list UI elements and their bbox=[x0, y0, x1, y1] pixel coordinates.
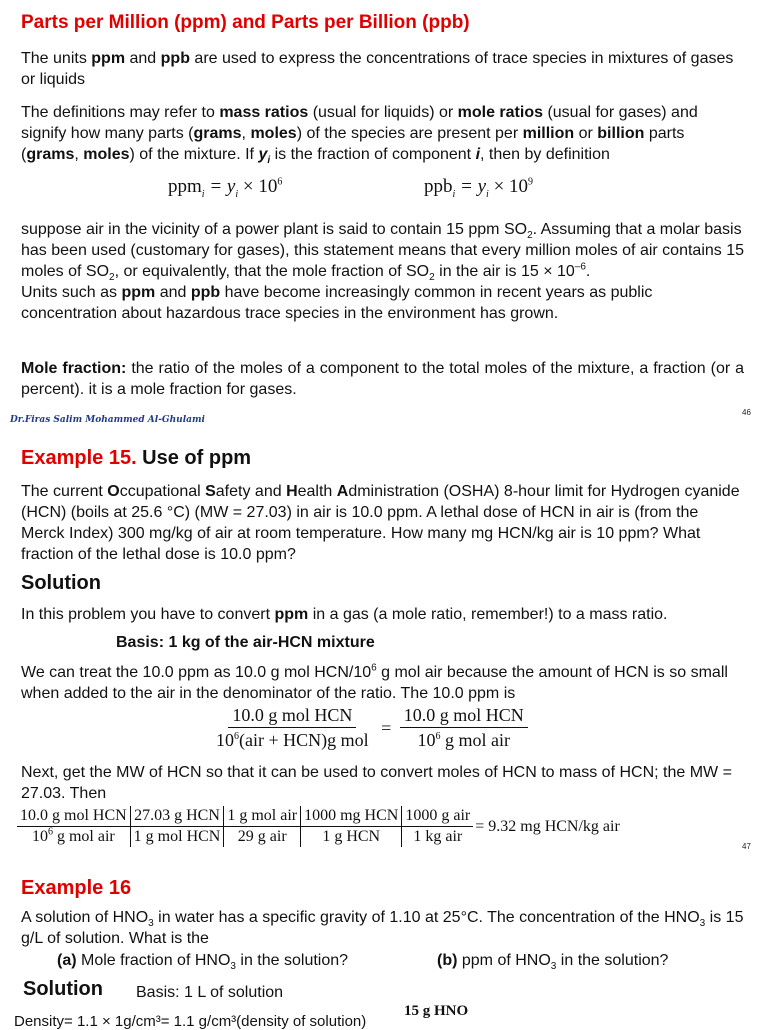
so2-paragraph bbox=[21, 219, 744, 282]
slide1-title: Parts per Million (ppm) and Parts per Billion (ppb) bbox=[21, 12, 470, 33]
bold-letter: S bbox=[205, 483, 216, 500]
slide2-solution-intro bbox=[21, 604, 744, 625]
question-label: (a) bbox=[57, 952, 77, 969]
text: in the solution? bbox=[235, 952, 349, 969]
ppm-equation bbox=[212, 705, 528, 751]
next-paragraph: Next, get the MW of HCN so that it can be used to convert moles of HCN to mass of HCN; the MW = 27.03. Then bbox=[21, 764, 732, 802]
term-ppm: ppm bbox=[121, 284, 156, 301]
slide3-basis bbox=[136, 982, 283, 1003]
question-b bbox=[437, 950, 668, 971]
text: in a gas (a mole ratio, remember!) to a mass ratio. bbox=[308, 606, 668, 623]
text: In this problem you have to convert bbox=[21, 606, 275, 623]
text: ealth bbox=[297, 483, 337, 500]
conv-cell: 10.0 g mol HCN bbox=[17, 806, 130, 827]
conv-cell: 1 g mol air bbox=[224, 806, 301, 827]
term-moles: moles bbox=[83, 146, 130, 163]
text: . bbox=[585, 263, 591, 280]
slide1-title-block bbox=[21, 12, 744, 34]
basis-text: Basis: 1 L of solution bbox=[136, 984, 284, 1001]
eq-exp: 6 bbox=[277, 176, 283, 188]
text: , or equivalently, that the mole fraction of SO bbox=[114, 263, 430, 280]
page-number-47: 47 bbox=[742, 842, 751, 851]
slide2-next bbox=[21, 762, 744, 804]
fraction-denominator bbox=[414, 728, 515, 751]
slide1-so2-example bbox=[21, 219, 744, 324]
example-label: Example 15. bbox=[21, 447, 137, 469]
text: is the fraction of component bbox=[270, 146, 476, 163]
basis-text: Basis: 1 kg of the air-HCN mixture bbox=[116, 634, 375, 651]
slide3-title: Example 16 bbox=[21, 877, 132, 899]
problem-paragraph bbox=[21, 907, 744, 949]
text: and bbox=[125, 50, 161, 67]
text: dministration (OSHA) 8-hour limit for Hydrogen cyanide (HCN) (boils at 25.6 °C) (MW = 27.03) in air is 10.0 ppm. A lethal dose of HCN in air is (from the Merck Index) 300 mg/kg of air at room temperature. How many mg HCN/kg air is 10 ppm? What fraction of the lethal dose is 10.0 ppm? bbox=[21, 483, 740, 563]
density-line: Density= 1.1 × 1g/cm³= 1.1 g/cm³(density of solution) bbox=[14, 1013, 367, 1030]
bold-letter: A bbox=[336, 483, 349, 500]
conv-cell: 27.03 g HCN bbox=[130, 806, 224, 827]
term-grams: grams bbox=[193, 125, 242, 142]
fraction-right bbox=[400, 705, 528, 751]
term-ppm: ppm bbox=[274, 606, 309, 623]
term-mole-fraction: Mole fraction: bbox=[21, 360, 127, 377]
subscript: 3 bbox=[148, 918, 154, 930]
eq-text: ppb bbox=[424, 176, 453, 197]
text: , bbox=[241, 125, 251, 142]
term-billion: billion bbox=[597, 125, 645, 142]
conversion-result: = 9.32 mg HCN/kg air bbox=[475, 817, 620, 835]
conversion-chain bbox=[17, 806, 623, 847]
text: 10 bbox=[216, 730, 234, 750]
superscript: –6 bbox=[574, 261, 586, 273]
subscript: 2 bbox=[429, 272, 435, 284]
text: Mole fraction of HNO bbox=[76, 952, 231, 969]
slide1-definitions bbox=[21, 102, 744, 165]
conv-cell: 29 g air bbox=[224, 827, 301, 848]
term-ppb: ppb bbox=[190, 284, 221, 301]
slide2-title bbox=[21, 447, 744, 470]
equals-sign: = bbox=[381, 717, 392, 738]
author-credit: Dr.Firas Salim Mohammed Al-Ghulami bbox=[10, 415, 205, 425]
superscript: 6 bbox=[47, 826, 53, 838]
eq-text: ppm bbox=[168, 176, 202, 197]
eq-sub: i bbox=[235, 188, 239, 200]
text: The units bbox=[21, 50, 92, 67]
text: or bbox=[574, 125, 598, 142]
text: 10 bbox=[31, 828, 48, 845]
eq-exp: 9 bbox=[528, 176, 534, 188]
subscript: 3 bbox=[699, 918, 706, 930]
slide1-mole-fraction bbox=[21, 358, 744, 400]
text: ) of the mixture. If bbox=[129, 146, 259, 163]
fraction-numerator: 10.0 g mol HCN bbox=[228, 705, 356, 728]
text: and bbox=[155, 284, 191, 301]
text: parts ( bbox=[21, 125, 685, 163]
text: g mol air bbox=[440, 730, 511, 750]
text: g mol air bbox=[52, 828, 115, 845]
text: A solution of HNO bbox=[21, 909, 149, 926]
solution-heading: Solution bbox=[23, 978, 103, 1000]
question-label: (b) bbox=[437, 952, 458, 969]
text: suppose air in the vicinity of a power plant is said to contain 15 ppm SO bbox=[21, 221, 528, 238]
eq-text: × 10 bbox=[238, 176, 278, 197]
conv-cell: 1 g HCN bbox=[301, 827, 402, 848]
term-grams: grams bbox=[26, 146, 75, 163]
fraction-denominator bbox=[212, 728, 373, 751]
term-ppm: ppm bbox=[91, 50, 126, 67]
var-i: i bbox=[475, 146, 481, 163]
text: 10 bbox=[417, 730, 436, 750]
conv-cell: 1 kg air bbox=[402, 827, 473, 848]
slide2-problem bbox=[21, 481, 744, 565]
eq-text: × 10 bbox=[488, 176, 529, 197]
superscript: 6 bbox=[234, 731, 239, 742]
slide2-solution-heading-block bbox=[21, 572, 744, 595]
treat-paragraph bbox=[21, 662, 744, 704]
text: the ratio of the moles of a component to the total moles of the mixture, a fraction (or a percent). it is a mole fraction for gases. bbox=[21, 360, 745, 398]
eq-sub: i bbox=[201, 188, 205, 200]
term-ppb: ppb bbox=[160, 50, 190, 67]
superscript: 6 bbox=[435, 731, 441, 742]
eq-text: = y bbox=[455, 176, 487, 197]
text: (usual for gases) and signify how many parts ( bbox=[21, 104, 698, 142]
superscript: 6 bbox=[371, 662, 377, 674]
text: The definitions may refer to bbox=[21, 104, 220, 121]
text: is 15 g/L of solution. What is the bbox=[21, 909, 744, 947]
bold-letter: H bbox=[286, 483, 298, 500]
text: (usual for liquids) or bbox=[308, 104, 458, 121]
text: ) of the species are present per bbox=[296, 125, 523, 142]
text: in water has a specific gravity of 1.10 at 25°C. The concentration of the HNO bbox=[153, 909, 700, 926]
eq-sub: i bbox=[486, 188, 489, 200]
question-a-text bbox=[57, 950, 348, 971]
slide3-solution-heading-block bbox=[23, 978, 103, 1001]
question-b-text bbox=[437, 950, 668, 971]
conversion-table bbox=[17, 806, 623, 847]
subscript: 3 bbox=[230, 961, 236, 973]
text: in the air is 15 × 10 bbox=[434, 263, 575, 280]
conv-cell bbox=[17, 827, 130, 848]
basis-line bbox=[116, 632, 375, 653]
term-mole-ratios: mole ratios bbox=[457, 104, 543, 121]
text: . Assuming that a molar basis has been used (customary for gases), this statement means that every million moles of air contains 15 moles of SO bbox=[21, 221, 745, 280]
units-paragraph bbox=[21, 282, 744, 324]
slide2-title-block bbox=[21, 447, 744, 470]
text: (air + HCN)g mol bbox=[239, 730, 369, 750]
text: , bbox=[74, 146, 84, 163]
text: ccupational bbox=[119, 483, 206, 500]
term-moles: moles bbox=[250, 125, 297, 142]
bold-letter: O bbox=[107, 483, 120, 500]
eq-text: = y bbox=[204, 176, 236, 197]
text: The current bbox=[21, 483, 108, 500]
solution-intro bbox=[21, 604, 744, 625]
slide3-problem bbox=[21, 907, 744, 949]
term-million: million bbox=[522, 125, 575, 142]
fraction-numerator: 10.0 g mol HCN bbox=[400, 705, 528, 728]
eq-sub: i bbox=[452, 188, 456, 200]
conv-cell: 1 g mol HCN bbox=[130, 827, 224, 848]
text: afety and bbox=[215, 483, 287, 500]
question-a bbox=[57, 950, 348, 971]
problem-paragraph bbox=[21, 481, 744, 565]
slide2-treat bbox=[21, 662, 744, 704]
mole-fraction-paragraph bbox=[21, 358, 744, 400]
cut-fraction-numerator: 15 g HNO bbox=[404, 1003, 469, 1019]
conversion-numerators bbox=[17, 806, 623, 827]
slide3-title-block bbox=[21, 877, 744, 900]
text: We can treat the 10.0 ppm as 10.0 g mol HCN/10 bbox=[21, 664, 372, 681]
var-sub: i bbox=[267, 155, 271, 167]
example-topic: Use of ppm bbox=[136, 447, 252, 469]
text: , then by definition bbox=[480, 146, 610, 163]
term-mass-ratios: mass ratios bbox=[219, 104, 309, 121]
text: Units such as bbox=[21, 284, 122, 301]
subscript: 2 bbox=[527, 230, 533, 242]
solution-heading: Solution bbox=[21, 572, 101, 594]
equation-ppm bbox=[168, 176, 282, 198]
subscript: 3 bbox=[550, 961, 557, 973]
text: ppm of HNO bbox=[457, 952, 551, 969]
slide1-intro bbox=[21, 48, 744, 90]
text: have become increasingly common in recent years as public concentration about hazardous trace species in the environment has grown. bbox=[21, 284, 653, 322]
conv-cell: 1000 mg HCN bbox=[301, 806, 402, 827]
definitions-paragraph bbox=[21, 102, 744, 165]
text: in the solution? bbox=[556, 952, 669, 969]
page-number-46: 46 bbox=[742, 408, 751, 417]
text: g mol air because the amount of HCN is so small when added to the air in the denominator of the ratio. The 10.0 ppm is bbox=[21, 664, 728, 702]
fraction-left bbox=[212, 705, 373, 751]
equation-ppb bbox=[424, 176, 533, 198]
var-y: y bbox=[258, 146, 268, 163]
intro-paragraph bbox=[21, 48, 744, 90]
text: are used to express the concentrations of trace species in mixtures of gases or liquids bbox=[21, 50, 734, 88]
conv-cell: 1000 g air bbox=[402, 806, 473, 827]
subscript: 2 bbox=[109, 272, 115, 284]
